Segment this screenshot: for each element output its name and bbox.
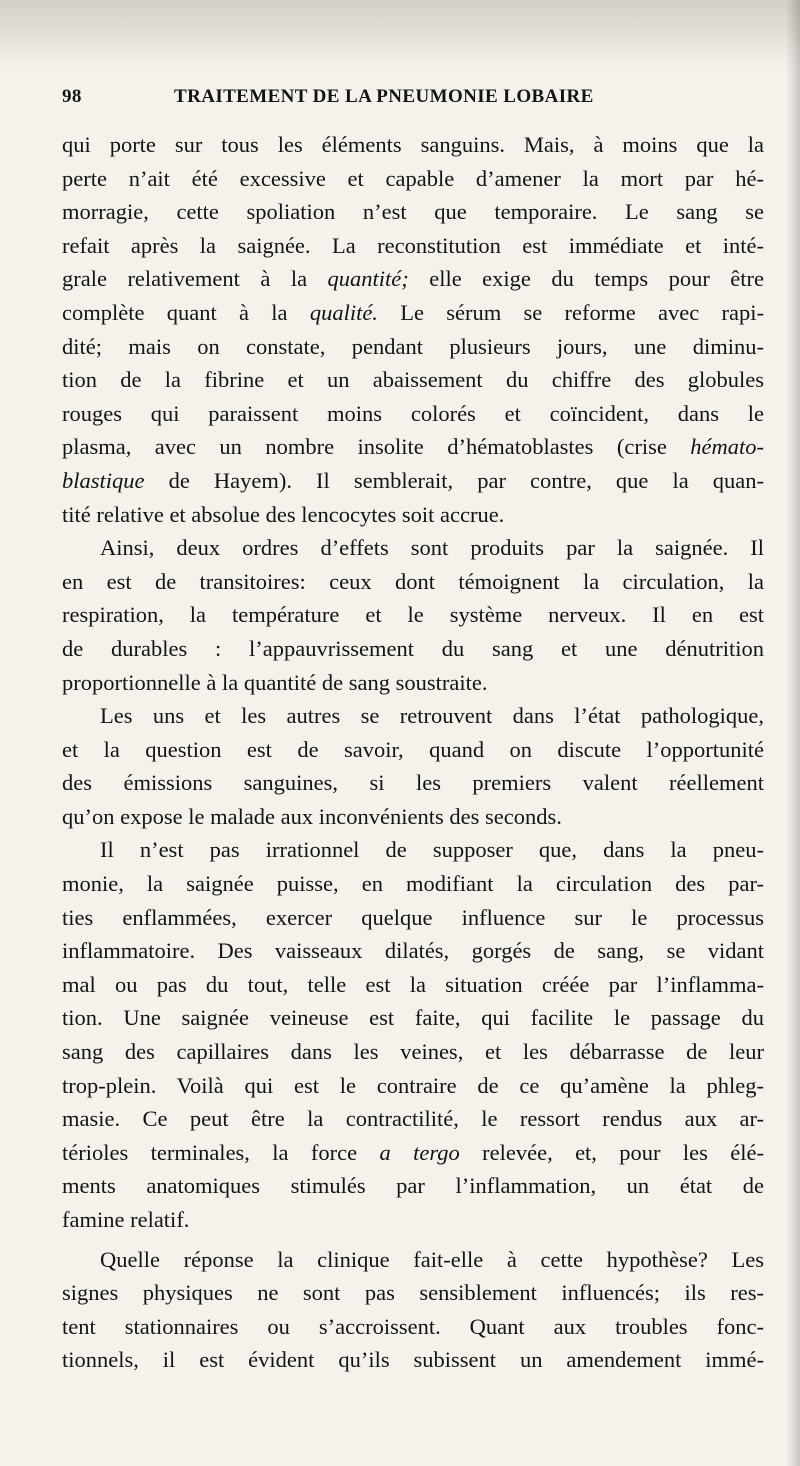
body-text [62, 128, 764, 1377]
text-segment: dité; mais on constate, pendant plusieurs jours, une diminu- [62, 333, 764, 359]
text-segment: masie. Ce peut être la contractilité, le ressort rendus aux ar- [62, 1106, 764, 1132]
text-segment: des émissions sanguines, si les premiers valent réellement [62, 770, 764, 796]
text-segment: proportionnelle à la quantité de sang soustraite. [62, 669, 488, 695]
italic-segment: qualité. [309, 299, 378, 325]
text-line [62, 666, 764, 700]
text-line [62, 531, 764, 565]
text-line [62, 397, 764, 431]
text-segment: Quelle réponse la clinique fait-elle à cette hypothèse? Les [100, 1246, 764, 1272]
text-line [62, 800, 764, 834]
text-segment: en est de transitoires: ceux dont témoignent la circulation, la [62, 568, 764, 594]
italic-segment: hémato- [690, 434, 764, 460]
text-line [62, 968, 764, 1002]
text-line [62, 699, 764, 733]
text-line [62, 1169, 764, 1203]
text-segment: de durables : l’appauvrissement du sang et une dénutrition [62, 635, 764, 661]
text-line [62, 1310, 764, 1344]
text-line [62, 1276, 764, 1310]
text-segment: Le sérum se reforme avec rapi- [377, 299, 764, 325]
text-line [62, 162, 764, 196]
text-segment: elle exige du temps pour être [408, 266, 764, 292]
text-segment: respiration, la température et le système nerveux. Il en est [62, 602, 764, 628]
text-segment: tion de la fibrine et un abaissement du chiffre des globules [62, 367, 764, 393]
text-segment: qui porte sur tous les éléments sanguins. Mais, à moins que la [62, 132, 764, 157]
text-segment: complète quant à la [62, 299, 310, 325]
text-line [62, 1203, 764, 1237]
text-line [62, 330, 764, 364]
text-line [62, 464, 764, 498]
running-title: TRAITEMENT DE LA PNEUMONIE LOBAIRE [174, 86, 594, 107]
text-segment: Il n’est pas irrationnel de supposer que, dans la pneu- [100, 837, 764, 863]
text-line [62, 632, 764, 666]
text-line [62, 262, 764, 296]
text-segment: relevée, et, pour les élé- [459, 1139, 764, 1165]
text-segment: perte n’ait été excessive et capable d’amener la mort par hé- [62, 165, 764, 191]
text-segment: qu’on expose le malade aux inconvénients des seconds. [62, 803, 562, 829]
text-line [62, 296, 764, 330]
text-line [62, 1343, 764, 1377]
text-segment: de Hayem). Il semblerait, par contre, que la quan- [144, 467, 764, 493]
text-segment: tion. Une saignée veineuse est faite, qui facilite le passage du [62, 1005, 764, 1031]
text-segment: ties enflammées, exercer quelque influence sur le processus [62, 904, 764, 930]
text-segment: trop-plein. Voilà qui est le contraire de ce qu’amène la phleg- [62, 1072, 764, 1098]
text-segment: famine relatif. [62, 1207, 190, 1232]
text-segment: rouges qui paraissent moins colorés et coïncident, dans le [62, 400, 764, 426]
text-segment: monie, la saignée puisse, en modifiant la circulation des par- [62, 871, 764, 897]
text-segment: térioles terminales, la force [62, 1139, 380, 1165]
text-segment: grale relativement à la [62, 266, 328, 292]
scan-shadow [0, 0, 800, 70]
text-segment: inflammatoire. Des vaisseaux dilatés, gorgés de sang, se vidant [62, 938, 764, 964]
text-line [62, 934, 764, 968]
running-header [62, 86, 764, 116]
text-segment: refait après la saignée. La reconstitution est immédiate et inté- [62, 232, 764, 258]
text-segment: tité relative et absolue des lencocytes soit accrue. [62, 501, 505, 527]
text-segment: morragie, cette spoliation n’est que temporaire. Le sang se [62, 199, 764, 225]
text-line [62, 901, 764, 935]
text-line [62, 128, 764, 162]
text-line [62, 766, 764, 800]
text-segment: ments anatomiques stimulés par l’inflammation, un état de [62, 1173, 764, 1199]
text-line [62, 1136, 764, 1170]
italic-segment: quantité; [327, 266, 409, 292]
text-line [62, 1035, 764, 1069]
page-edge-shadow [786, 0, 800, 1466]
text-line [62, 598, 764, 632]
text-segment: signes physiques ne sont pas sensiblement influencés; ils res- [62, 1280, 764, 1306]
text-segment: sang des capillaires dans les veines, et les débarrasse de leur [62, 1039, 764, 1065]
text-segment: Les uns et les autres se retrouvent dans l’état pathologique, [100, 703, 764, 729]
text-line [62, 867, 764, 901]
text-line [62, 733, 764, 767]
text-segment: tent stationnaires ou s’accroissent. Quant aux troubles fonc- [62, 1313, 764, 1339]
text-line [62, 833, 764, 867]
italic-segment: blastique [62, 467, 145, 493]
text-line [62, 565, 764, 599]
text-line [62, 430, 764, 464]
text-segment: Ainsi, deux ordres d’effets sont produits par la saignée. Il [100, 535, 764, 561]
text-line [62, 363, 764, 397]
text-line [62, 229, 764, 263]
text-line [62, 1001, 764, 1035]
text-segment: mal ou pas du tout, telle est la situation créée par l’inflamma- [62, 971, 764, 997]
italic-segment: a tergo [379, 1139, 460, 1165]
text-line [62, 1069, 764, 1103]
text-line [62, 195, 764, 229]
text-line [62, 1243, 764, 1277]
text-segment: plasma, avec un nombre insolite d’hématoblastes (crise [62, 434, 691, 460]
text-segment: tionnels, il est évident qu’ils subissent un amendement immé- [62, 1347, 764, 1373]
text-line [62, 498, 764, 532]
text-segment: et la question est de savoir, quand on discute l’opportunité [62, 736, 764, 762]
text-line [62, 1102, 764, 1136]
page-number: 98 [62, 86, 82, 107]
